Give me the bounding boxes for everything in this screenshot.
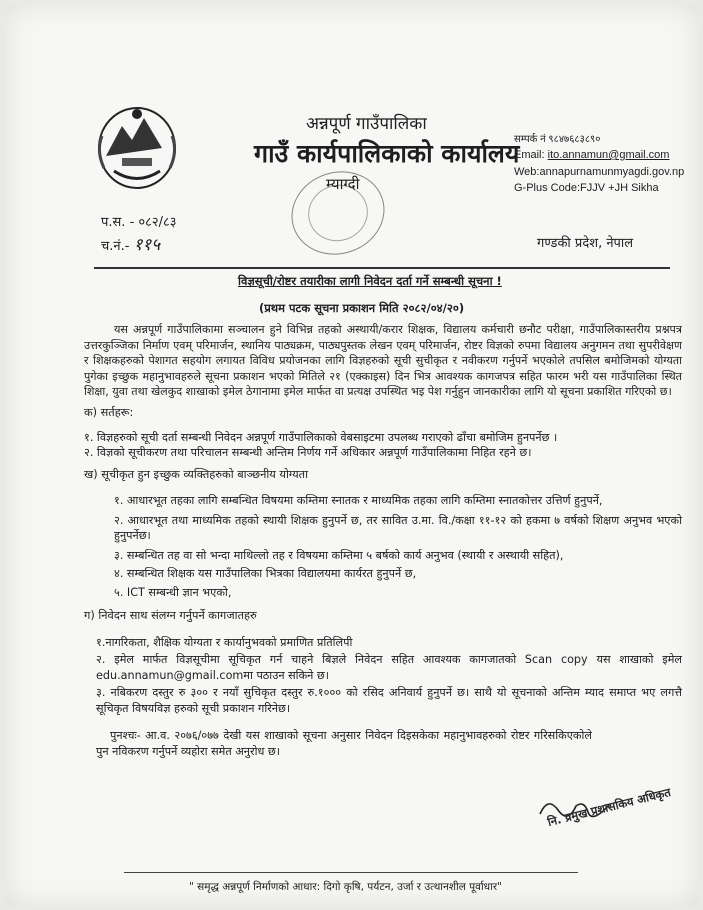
section-kh-item-1: १. आधारभूत तहका लागि सम्बन्धित विषयमा कम्तिमा स्नातक र माध्यमिक तहका लागि कम्तिमा स्नातकोत्तर उत्तिर्ण हुनुपर्ने,: [114, 494, 603, 508]
municipality-name: अन्नपूर्ण गाउँपालिका: [306, 114, 427, 134]
notice-body: [84, 322, 682, 759]
contact-gplus: G-Plus Code:FJJV +JH Sikha: [514, 182, 659, 194]
footer-divider: [124, 872, 578, 873]
notice-document: [6, 4, 698, 906]
section-kh-item-2: २. आधारभूत तथा माध्यमिक तहको स्थायी शिक्षक हुनुपर्ने छ, तर सावित उ.मा. वि./कक्षा ११-१२ को हकमा ७ वर्षको शिक्षण अनुभव भएको हुनुपर्नेछ।: [114, 513, 682, 543]
section-g-heading: ग) निवेदन साथ संलग्न गर्नुपर्ने कागजातहरु: [84, 609, 257, 623]
section-k-item-1: १. विज्ञहरुको सूची दर्ता सम्बन्धी निवेदन अन्नपूर्ण गाउँपालिकाको वेबसाइटमा उपलब्ध गराएको ढाँचा बमोजिम हुनपर्नेछ ।: [84, 430, 558, 444]
contact-email: [514, 149, 669, 161]
province-name: गण्डकी प्रदेश, नेपाल: [537, 236, 634, 251]
section-k-item-2: २. विज्ञको सूचीकरण तथा परिचालन सम्बन्धी अन्तिम निर्णय गर्ने अधिकार अन्नपूर्ण गाउँपालिकामा निहित रहने छ।: [84, 446, 532, 460]
header-divider: [94, 267, 670, 269]
publish-date: (प्रथम पटक सूचना प्रकाशन मिति २०८२/०४/२०): [259, 301, 465, 315]
reference-cn: [101, 232, 160, 255]
footer-slogan: " समृद्ध अन्नपूर्ण निर्माणको आधार: दिगो कृषि, पर्यटन, उर्जा र उत्थानशील पूर्वाधार": [189, 881, 502, 893]
section-kh-item-5: ५. ICT सम्बन्धी ज्ञान भएको,: [114, 585, 232, 599]
contact-phone: सम्पर्क नं ९८४७६८३८९०: [514, 134, 601, 145]
email-label: Email:: [514, 149, 548, 161]
section-g-item-2: २. इमेल मार्फत विज्ञसूचीमा सूचिकृत गर्न चाहने बिज्ञले निवेदन सहित आवश्यक कागजातको Scan copy यस शाखाको इमेल edu.annamun@gmail.comमा पठाउन सकिने छ।: [96, 653, 682, 682]
section-kh-item-3: ३. सम्बन्धित तह वा सो भन्दा माथिल्लो तह र विषयमा कम्तिमा ५ बर्षको कार्य अनुभव (स्थायी र अस्थायी सहित),: [114, 548, 564, 562]
reference-ps: प.स. - ०८२/८३: [101, 215, 177, 230]
nepal-emblem-icon: [92, 96, 182, 196]
section-g-item-1: १.नागरिकता, शैक्षिक योग्यता र कार्यानुभवको प्रमाणित प्रतिलिपी: [96, 635, 353, 649]
office-seal-stamp: [281, 159, 396, 266]
closing-paragraph: पुनश्चः- आ.व. २०७६/०७७ देखी यस शाखाको सूचना अनुसार निवेदन दिइसकेका महानुभावहरुको रोष्टर गरिसकिएकोले पुन नविकरण गर्नुपर्ने व्यहोरा समेत अनुरोध छ।: [96, 729, 592, 758]
section-kh-item-4: ४. सम्बन्धित शिक्षक यस गाउँपालिका भित्रका विद्यालयमा कार्यरत हुनुपर्ने छ,: [114, 567, 417, 581]
section-g-item-3: ३. नबिकरण दस्तुर रु ३०० र नयाँ सुचिकृत दस्तुर रु.१००० को रसिद अनिवार्य हुनुपर्ने छ। साथै यो सूचनाको अन्तिम म्याद समाप्त भए लगत्तै सूचिकृत विषयविज्ञ हरुको सूची प्रकाशन गरिनेछ।: [96, 686, 682, 715]
contact-website: Web:annapurnamunmyagdi.gov.np: [514, 166, 685, 178]
section-kh-heading: ख) सूचीकृत हुन इच्छुक व्यक्तिहरुको बाञ्छनीय योग्यता: [84, 467, 309, 481]
email-link[interactable]: ito.annamun@gmail.com: [547, 149, 670, 161]
reference-cn-value: ११५: [133, 235, 161, 255]
office-name: गाउँ कार्यपालिकाको कार्यालय: [254, 139, 520, 168]
section-k-heading: क) सर्तहरू:: [84, 405, 134, 419]
officer-stamp: नि. प्रमुख प्रशासकिय अधिकृत: [546, 784, 673, 830]
reference-cn-label: च.नं.-: [101, 239, 134, 254]
district-name: म्याग्दी: [326, 175, 360, 193]
notice-subject: विज्ञसूची/रोष्टर तयारीका लागी निवेदन दर्ता गर्ने सम्बन्धी सूचना !: [238, 274, 502, 288]
intro-paragraph: यस अन्नपूर्ण गाउँपालिकामा सञ्चालन हुने विभिन्न तहको अस्थायी/करार शिक्षक, विद्यालय कर्मचारी छनौट परीक्षा, गाउँपालिकास्तरीय प्रश्नपत्र उत्तरकुञ्जिका निर्माण एवम् परिमार्जन, स्थानिय पाठ्यक्रम, पाठ्यपुस्तक लेखन एवम् परिमार्जन, रोष्टर विज्ञको रुपमा विद्यालय अनुगमन तथा सुपरीवेक्षण र शिक्षकहरुको पेशागत सहयोग लगायत विविध प्रयोजनका लागि विज्ञहरुको सूची सुचीकृत र नवीकरण गर्नुपर्ने भएकोले तपसिल बमोजिमको योग्यता पुगेका इच्छुक महानुभावहरुले सूचना प्रकाशन भएको मितिले २१ (एक्काइस) दिन भित्र आवश्यक कागजपत्र सहित फारम भरी यस गाउँपालिका स्थित शिक्षा, युवा तथा खेलकुद शाखाको इमेल ठेगानामा इमेल मार्फत वा प्रत्यक्ष उपस्थित भइ पेश गर्नुहुन जानकारीका लागि यो सूचना प्रकाशित गरिएको छ।: [84, 323, 682, 399]
